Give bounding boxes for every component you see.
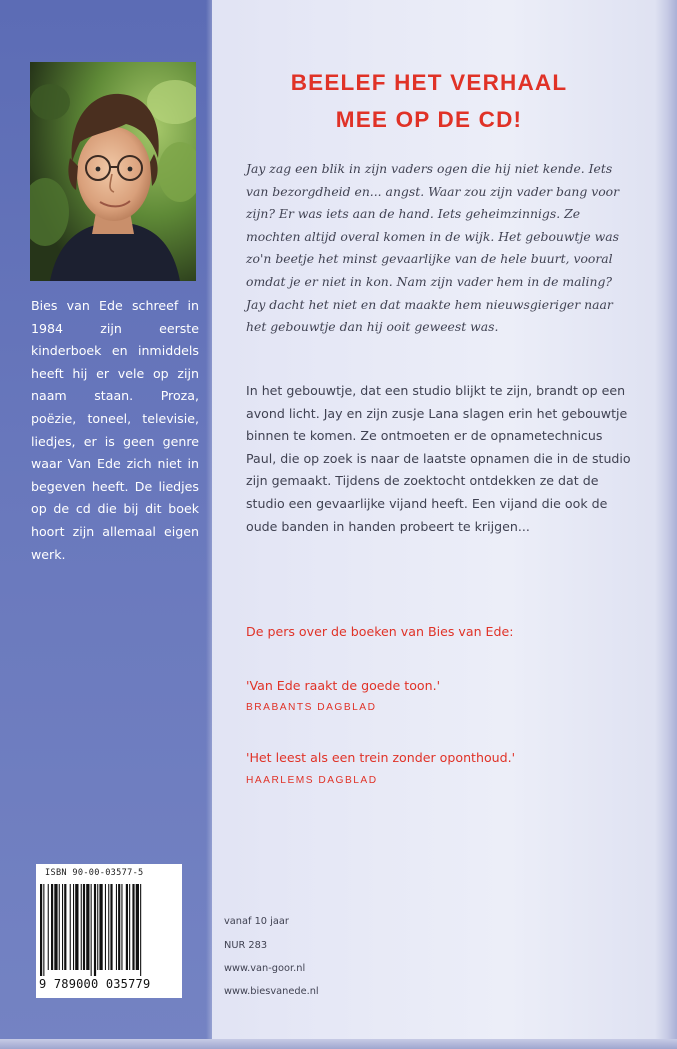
barcode-bar	[136, 884, 139, 970]
barcode-bar	[105, 884, 106, 970]
press-heading: De pers over de boeken van Bies van Ede:	[246, 624, 514, 639]
nur-code: NUR 283	[224, 940, 268, 951]
age-rating: vanaf 10 jaar	[224, 916, 289, 927]
author-photo	[30, 62, 196, 281]
author-bio: Bies van Ede schreef in 1984 zijn eerste kinderboek en inmiddels heeft hij er vele op zijn naam staan. Proza, poëzie, toneel, televisie, liedjes, er is geen genre waar Van Ede zich niet in begeven heeft. De liedjes op de cd die bij dit boek hoort zijn allemaal eigen werk.	[31, 298, 199, 562]
barcode-bar	[97, 884, 98, 970]
barcode-bar	[43, 884, 44, 976]
barcode-bar	[121, 884, 122, 970]
isbn-number: ISBN 90-00-03577-5	[45, 868, 144, 878]
cover-headline	[234, 64, 624, 138]
barcode-bar	[108, 884, 109, 970]
barcode-bar	[83, 884, 85, 970]
publisher-website: www.van-goor.nl	[224, 963, 306, 974]
ean-number: 9 789000 035779	[39, 977, 151, 991]
barcode-bar	[81, 884, 82, 970]
barcode-bar	[70, 884, 71, 970]
barcode-bar	[140, 884, 141, 976]
barcode-bar	[110, 884, 112, 970]
press-source-1: BRABANTS DAGBLAD	[246, 702, 377, 713]
barcode-bar	[64, 884, 66, 970]
barcode-bar	[73, 884, 74, 970]
press-quote-2: 'Het leest als een trein zonder oponthoud.'	[246, 750, 516, 765]
headline-line-2: MEE OP DE CD!	[335, 107, 523, 132]
barcode-label	[36, 864, 182, 998]
barcode-bar	[118, 884, 120, 970]
barcode-bar	[75, 884, 78, 970]
cover-bottom-edge	[0, 1039, 677, 1049]
author-portrait-image	[30, 62, 196, 281]
barcode-bar	[126, 884, 128, 970]
press-quote-1: 'Van Ede raakt de goede toon.'	[246, 678, 441, 693]
barcode-bar	[99, 884, 102, 970]
headline-line-1: BEELEF HET VERHAAL	[290, 70, 568, 95]
barcode-image	[40, 884, 178, 976]
barcode-bar	[86, 884, 89, 970]
barcode-bar	[94, 884, 96, 976]
barcode-bar	[54, 884, 57, 970]
barcode-bar	[91, 884, 92, 976]
press-source-2: HAARLEMS DAGBLAD	[246, 775, 378, 786]
barcode-bar	[116, 884, 117, 970]
synopsis-excerpt: Jay zag een blik in zijn vaders ogen die hij niet kende. Iets van bezorgdheid en... angst. Waar zou zijn vader bang voor zijn? Er was iets aan de hand. Iets geheimzinnigs. Ze mochten altijd overal komen in de wijk. Het gebouwtje was zo'n beetje het minst gevaarlijke van de hele buurt, vooral omdat je er niet in kon. Nam zijn vader hem in de maling? Jay dacht het niet en dat maakte hem nieuwsgieriger naar het gebouwtje dan hij ooit geweest was.	[246, 161, 620, 335]
barcode-bar	[51, 884, 53, 970]
barcode-bar	[40, 884, 42, 976]
barcode-bar	[132, 884, 134, 970]
barcode-bar	[129, 884, 130, 970]
synopsis-summary: In het gebouwtje, dat een studio blijkt te zijn, brandt op een avond licht. Jay en zijn zusje Lana slagen erin het gebouwtje binnen te komen. Ze ontmoeten er de opnametechnicus Paul, die op zoek is naar de laatste opnamen die in de studio zijn gemaakt. Tijdens de zoektocht ontdekken ze dat de studio een gevaarlijke vijand heeft. Een vijand die ook de oude banden in handen probeert te krijgen...	[246, 383, 631, 534]
barcode-bar	[62, 884, 63, 970]
barcode-bar	[59, 884, 60, 970]
author-website: www.biesvanede.nl	[224, 986, 319, 997]
cover-spine-edge	[655, 0, 677, 1049]
barcode-bar	[48, 884, 49, 970]
